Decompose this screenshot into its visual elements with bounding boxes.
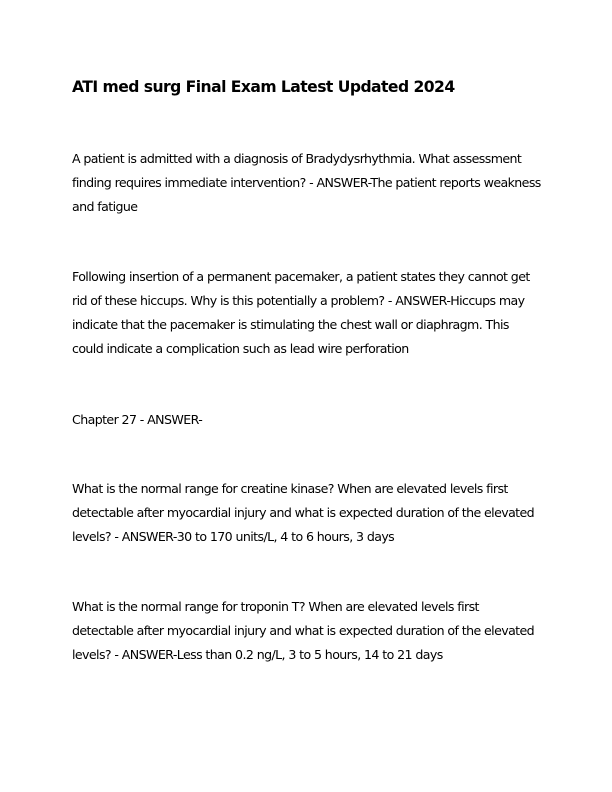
question-paragraph: Following insertion of a permanent pacemaker, a patient states they cannot get rid of these hiccups. Why is this potentially a problem? - ANSWER-Hiccups may indicate that the pacemaker is stimulating the chest wall or diaphragm. This could indicate a complication such as lead wire perforation <box>72 269 530 356</box>
question-paragraph: A patient is admitted with a diagnosis of Bradydysrhythmia. What assessment finding requires immediate intervention? - ANSWER-The patient reports weakness and fatigue <box>72 151 541 214</box>
chapter-heading-paragraph: Chapter 27 - ANSWER- <box>72 412 203 427</box>
document-title: ATI med surg Final Exam Latest Updated 2024 <box>72 78 455 96</box>
question-paragraph: What is the normal range for troponin T? When are elevated levels first detectable after myocardial injury and what is expected duration of the elevated levels? - ANSWER-Less than 0.2 ng/L, 3 to 5 hours, 14 to 21 days <box>72 599 535 662</box>
question-paragraph: What is the normal range for creatine kinase? When are elevated levels first detectable after myocardial injury and what is expected duration of the elevated levels? - ANSWER-30 to 170 units/L, 4 to 6 hours, 3 days <box>72 481 535 544</box>
